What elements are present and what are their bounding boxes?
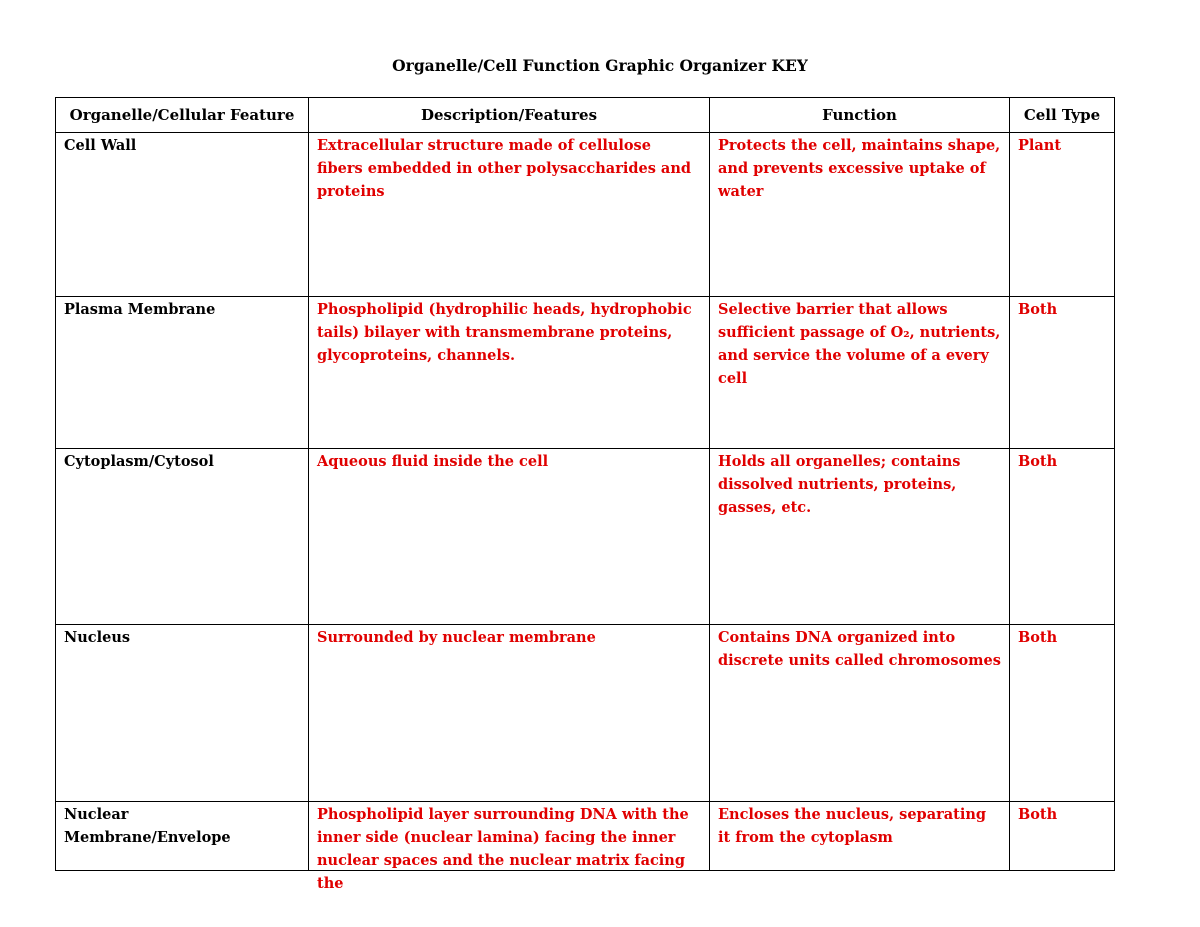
cell-type-text: Both: [1018, 806, 1058, 823]
feature-cell: Nucleus: [56, 625, 309, 802]
function-text: Encloses the nucleus, separating it from the cytoplasm: [718, 806, 987, 846]
function-cell: [710, 802, 1010, 871]
feature-cell: Cytoplasm/Cytosol: [56, 449, 309, 625]
function-cell: Selective barrier that allows sufficient passage of O₂, nutrients, and service the volume of a every cell: [710, 297, 1010, 449]
feature-cell: Cell Wall: [56, 133, 309, 297]
organizer-table: [55, 97, 1115, 892]
table-row: [56, 625, 1115, 802]
table-row: [56, 802, 1115, 871]
description-cell: Phospholipid (hydrophilic heads, hydrophobic tails) bilayer with transmembrane proteins, glycoproteins, channels.: [309, 297, 710, 449]
cell-type-cell: Both: [1010, 625, 1115, 802]
header-function: Function: [710, 98, 1010, 133]
function-cell: Holds all organelles; contains dissolved nutrients, proteins, gasses, etc.: [710, 449, 1010, 625]
page-title: Organelle/Cell Function Graphic Organizer KEY: [392, 56, 808, 75]
header-description: Description/Features: [309, 98, 710, 133]
cell-type-cell: Both: [1010, 449, 1115, 625]
feature-cell: Plasma Membrane: [56, 297, 309, 449]
cell-type-cell: [1010, 802, 1115, 871]
table-row: [56, 297, 1115, 449]
description-cell: Extracellular structure made of cellulose fibers embedded in other polysaccharides and proteins: [309, 133, 710, 297]
function-cell: Protects the cell, maintains shape, and prevents excessive uptake of water: [710, 133, 1010, 297]
cell-type-cell: Plant: [1010, 133, 1115, 297]
feature-text: Nuclear Membrane/Envelope: [64, 806, 231, 846]
table-row: [56, 449, 1115, 625]
feature-cell: [56, 802, 309, 871]
header-row: [56, 98, 1115, 133]
cell-type-cell: Both: [1010, 297, 1115, 449]
description-cell: Surrounded by nuclear membrane: [309, 625, 710, 802]
description-text: Phospholipid layer surrounding DNA with the inner side (nuclear lamina) facing the inner nuclear spaces and the nuclear matrix facing the: [317, 806, 689, 892]
header-cell-type: Cell Type: [1010, 98, 1115, 133]
description-cell: Aqueous fluid inside the cell: [309, 449, 710, 625]
header-feature: Organelle/Cellular Feature: [56, 98, 309, 133]
table-row: [56, 133, 1115, 297]
description-cell: [309, 802, 710, 892]
function-cell: Contains DNA organized into discrete units called chromosomes: [710, 625, 1010, 802]
